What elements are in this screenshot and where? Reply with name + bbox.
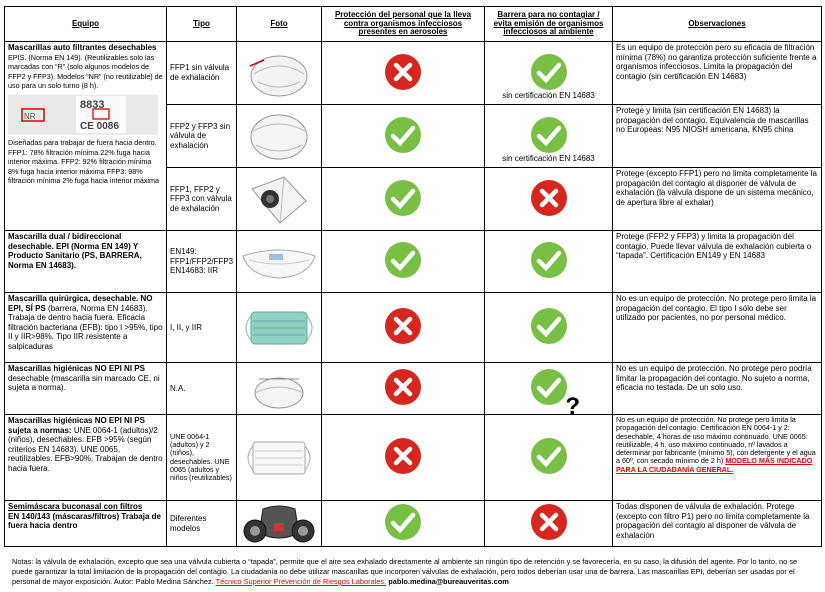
barrera-cell [485,501,613,547]
equipo-text: desechable (mascarilla sin marcado CE, ni sujeta a norma). [8,373,160,393]
proteccion-cell [322,42,485,105]
foto-cell [237,293,322,363]
barrera-cell [485,105,613,168]
observaciones-cell: Todas disponen de válvula de exhalación. Protege (excepto con filtro P1) pero no limita completamente la propagación del contagio al disponer de válvula de exhalación [613,501,822,547]
proteccion-cell [322,501,485,547]
proteccion-cell [322,231,485,293]
header-tipo: Tipo [167,7,237,42]
observaciones-cell: Protege y limita (sin certificación EN 14683) la propagación del contagio. Equivalencia de mascarillas no Europeas: N95 NIOSH americana, KN95 china [613,105,822,168]
header-barrera: Barrera para no contagiar / evita emisión de organismos infecciosos al ambiente [485,7,613,42]
check-icon [529,240,569,283]
observaciones-cell: Protege (excepto FFP1) pero no limita completamente la propagación del contagio al disponer de válvula de exhalación (la válvula dispone de un sistema mecánico, de apertura libre al exhalar) [613,168,822,231]
tipo-cell: Diferentes modelos [167,501,237,547]
hygienic-mask-image [249,367,309,411]
barrera-cell [485,363,613,415]
tipo-cell: EN149: FFP1/FFP2/FFP3 EN14683: IIR [167,231,237,293]
ffp1-mask-image [244,48,314,98]
recommended-note: MODELO MÁS INDICADO PARA LA CIUDADANÍA GENERAL. [616,456,813,474]
barrera-cell [485,415,613,501]
tipo-cell: I, II, y IIR [167,293,237,363]
question-mark: ? [565,393,580,415]
cross-icon [383,367,423,410]
author-email: pablo.medina@bureauveritas.com [388,577,509,586]
equipo-title: Mascarillas higiénicas NO EPI NI PS [8,364,145,373]
notes-text: Notas: la válvula de exhalación, excepto que sea una válvula cubierta o “tapada”, permite que el aire sea exhalado directamente al ambiente sin ningún tipo de retención y se favorecería, en su caso, la difusión del agente. Por lo tanto, no se puede garantizar la total limitación de la propagación del contagio. La ciudadanía no debe utilizar mascarillas que incorporen válvulas de exhalación, pero todos deberían usar una de barrera. Las mascarillas EPI, deberían ser usadas por el personal de mayor exposición. Autor: Pablo Medina Sánchez. [12,557,798,586]
check-icon [529,436,569,479]
observaciones-text: No es un equipo de protección. No protege pero limita la propagación del contagio. Certificación EN 0064-1 y 2: desechable, 4 horas de uso máximo continuado. UNE 0065: reutilizable, 4 h. uso máximo continuado, nº lavados a determinar por fabricante (mínimo 5), con detergente y el agua a 60º, con secado mínimo de 2 h) [616,415,816,466]
header-row [5,7,822,42]
cert-note: sin certificación EN 14683 [502,154,595,164]
cross-icon [383,52,423,95]
equipo-title: Mascarillas higiénicas NO EPI NI PS sujeta a normas: [8,416,145,435]
equipo-text-2: Diseñadas para trabajar de fuera hacia dentro. FFP1: 78% filtración mínima 22% fuga hacia interior máxima. FFP2: 92% filtración mínima 8% fuga hacia interior máxima FFP3: 98% filtración mínima 2% fuga hacia interior máxima [8,137,159,186]
barrera-cell [485,168,613,231]
equipo-cell [5,501,167,547]
label-nr: NR [24,111,36,121]
equipo-text: EN 140/143 (máscaras/filtros) Trabaja de fuera hacia dentro [8,511,161,531]
author-title-link[interactable]: Técnico Superior Prevención de Riesgos Laborales. [215,577,387,586]
barrera-cell [485,231,613,293]
tipo-cell: FFP1 sin válvula de exhalación [167,42,237,105]
equipo-title: Semimáscara buconasal con filtros [8,502,143,511]
table-row [5,501,822,547]
surgical-mask-image [241,302,317,354]
observaciones-cell: No es un equipo de protección. No protege pero limita la propagación del contagio. El tipo I sólo debe ser utilizado por pacientes, no por personal médico. [613,293,822,363]
proteccion-cell [322,415,485,501]
proteccion-cell [322,105,485,168]
label-num: 8833 [80,98,105,111]
half-mask-image [241,503,317,545]
valve-mask-image [244,171,314,227]
header-observaciones: Observaciones [613,7,822,42]
foto-cell [237,42,322,105]
equipo-text: EPI (Norma EN 149) Y Producto Sanitario (PS, BARRERA, Norma EN 14683). [8,241,142,270]
tipo-cell: N.A. [167,363,237,415]
observaciones-cell: Protege (FFP2 y FFP3) y limita la propagación del contagio. Puede llevar válvula de exhalación cubierta o “tapada”. Certificación EN149 y EN 14683 [613,231,822,293]
foto-cell [237,105,322,168]
label-ce: CE 0086 [80,120,119,132]
header-proteccion: Protección del personal que la lleva contra organismos infecciosos presentes en aerosoles [322,7,485,42]
observaciones-cell [613,415,822,501]
cross-icon [383,306,423,349]
equipo-cell [5,42,167,231]
equipo-text: EPIS. (Norma EN 149). (Reutilizables solo las marcadas con “R” (solo algunos modelos de FFP2 y FFP3). Modelos “NR” (no reutilizable) de uso para un solo turno (8 h). [8,52,163,91]
ffp2-mask-image [244,109,314,163]
table-row [5,231,822,293]
foto-cell [237,231,322,293]
check-icon [529,115,569,158]
mask-comparison-table [4,6,822,547]
footer-notes [12,557,817,587]
foto-cell [237,415,322,501]
cross-icon [529,502,569,545]
tipo-cell: FFP2 y FFP3 sin válvula de exhalación [167,105,237,168]
cross-icon [383,436,423,479]
mask-label-image [8,95,158,135]
barrera-cell [485,42,613,105]
equipo-cell [5,363,167,415]
check-icon [529,367,569,410]
check-icon [383,178,423,221]
observaciones-cell: No es un equipo de protección. No protege pero podría limitar la propagación del contagio. No sujeto a norma, eficacia no testada. De un solo uso. [613,363,822,415]
tipo-cell: FFP1, FFP2 y FFP3 con válvula de exhalación [167,168,237,231]
cert-note: sin certificación EN 14683 [502,91,595,101]
norm-hygienic-mask-image [241,432,317,484]
header-foto: Foto [237,7,322,42]
dual-mask-image [239,242,319,282]
table-row [5,363,822,415]
foto-cell [237,363,322,415]
equipo-cell [5,293,167,363]
foto-cell [237,501,322,547]
equipo-cell [5,231,167,293]
proteccion-cell [322,293,485,363]
equipo-title: Mascarilla dual / bidireccional desechable. [8,232,122,251]
table-row [5,415,822,501]
table-row [5,293,822,363]
tipo-cell: UNE 0064-1 (adultos) y 2 (niños), desechables. UNE 0065 (adultos y niños (reutilizables) [167,415,237,501]
check-icon [529,52,569,95]
barrera-cell [485,293,613,363]
equipo-title: Mascarillas auto filtrantes desechables [8,43,157,52]
check-icon [383,502,423,545]
table-row [5,42,822,105]
header-equipo: Equipo [5,7,167,42]
cross-icon [529,178,569,221]
equipo-cell [5,415,167,501]
equipo-text: UNE 0064-1 (adultos)/2 (niños), desechables. EFB >95% (según criterios EN 14683). UNE 0065, reutilizables. EFB>90%. Trabajan de dentro hacia fuera. [8,425,163,473]
foto-cell [237,168,322,231]
proteccion-cell [322,168,485,231]
observaciones-cell: Es un equipo de protección pero su eficacia de filtración mínima (78%) no garantiza protección suficiente frente a organismos infecciosos. Limita la propagación del contagio (sin certificación EN 14683) [613,42,822,105]
check-icon [383,115,423,158]
equipo-title: Mascarilla quirúrgica, desechable. NO EPI, SÍ PS [8,294,153,313]
label-photo [8,95,163,135]
proteccion-cell [322,363,485,415]
equipo-text: (barrera, Norma EN 14683). Trabaja de dentro hacia fuera. Eficacia filtración bacteriana (EFB): tipo I >95%, tipo II y IIR>98%. Tipo IIR resistente a salpicaduras [8,303,163,351]
check-icon [529,306,569,349]
check-icon [383,240,423,283]
